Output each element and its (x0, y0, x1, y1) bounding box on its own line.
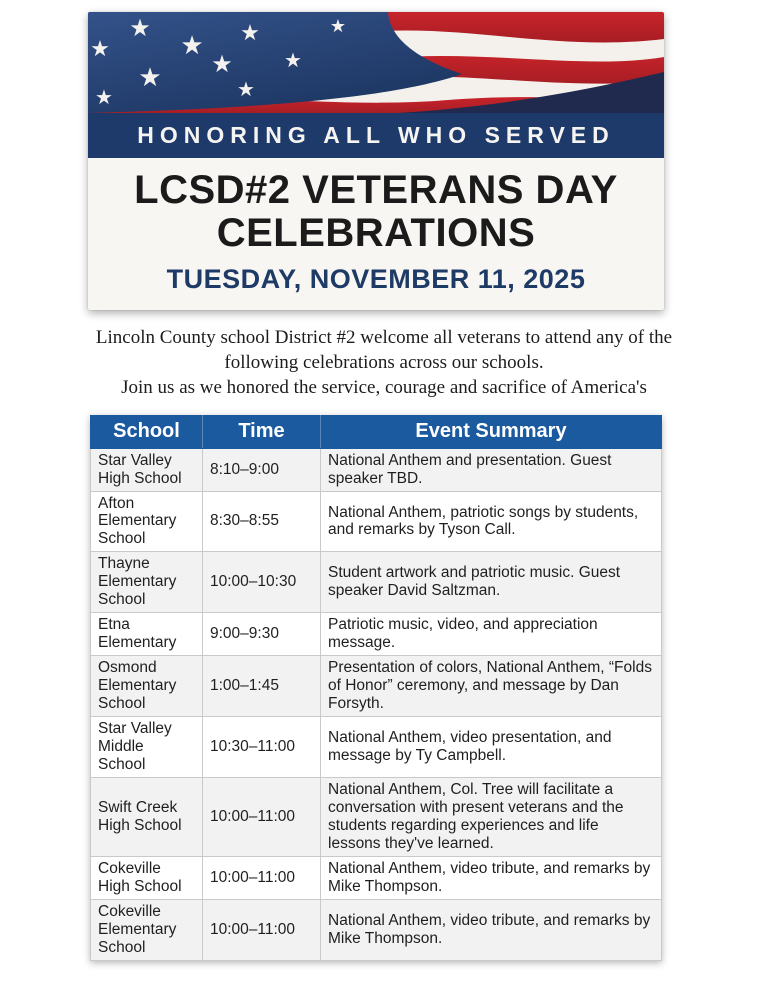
school-cell: Thayne Elementary School (91, 552, 203, 613)
summary-cell: National Anthem, Col. Tree will facilitate a conversation with present veterans and the students regarding experiences and life lessons they've learned. (321, 778, 662, 857)
flyer-header-card (88, 12, 664, 310)
summary-cell: Student artwork and patriotic music. Guest speaker David Saltzman. (321, 552, 662, 613)
time-cell: 10:00–11:00 (203, 899, 321, 960)
event-table (90, 415, 662, 960)
flyer-title-line-1: LCSD#2 VETERANS DAY (134, 168, 618, 212)
svg-text:★: ★ (237, 77, 255, 101)
school-cell: Cokeville Elementary School (91, 899, 203, 960)
summary-cell: National Anthem, video tribute, and remarks by Mike Thompson. (321, 899, 662, 960)
time-cell: 9:00–9:30 (203, 613, 321, 656)
event-table-head (91, 416, 662, 448)
svg-text:★: ★ (329, 16, 347, 37)
time-cell: 8:10–9:00 (203, 448, 321, 491)
event-table-wrap (90, 415, 662, 960)
table-row (91, 856, 662, 899)
svg-text:★: ★ (284, 48, 302, 72)
column-header-school: School (91, 416, 203, 448)
page (0, 12, 768, 994)
school-cell: Afton Elementary School (91, 491, 203, 552)
svg-text:★: ★ (211, 50, 233, 78)
school-cell: Star Valley High School (91, 448, 203, 491)
svg-text:★: ★ (180, 31, 204, 61)
time-cell: 10:00–10:30 (203, 552, 321, 613)
table-row (91, 717, 662, 778)
school-cell: Star Valley Middle School (91, 717, 203, 778)
flag-graphic (88, 12, 664, 113)
table-row (91, 656, 662, 717)
school-cell: Cokeville High School (91, 856, 203, 899)
summary-cell: Patriotic music, video, and appreciation message. (321, 613, 662, 656)
table-row (91, 899, 662, 960)
summary-cell: National Anthem and presentation. Guest speaker TBD. (321, 448, 662, 491)
column-header-time: Time (203, 416, 321, 448)
table-row (91, 552, 662, 613)
event-table-body (91, 448, 662, 960)
time-cell: 10:00–11:00 (203, 778, 321, 857)
table-row (91, 778, 662, 857)
intro-line-2: Join us as we honored the service, courage and sacrifice of America's (121, 377, 647, 399)
flyer-date: TUESDAY, NOVEMBER 11, 2025 (166, 263, 586, 294)
intro-text (78, 325, 690, 401)
table-row (91, 491, 662, 552)
time-cell: 8:30–8:55 (203, 491, 321, 552)
column-header-event-summary: Event Summary (321, 416, 662, 448)
school-cell: Swift Creek High School (91, 778, 203, 857)
time-cell: 10:00–11:00 (203, 856, 321, 899)
svg-text:★: ★ (95, 85, 113, 109)
time-cell: 10:30–11:00 (203, 717, 321, 778)
svg-text:★: ★ (90, 37, 110, 62)
header-row (91, 416, 662, 448)
banner-text: HONORING ALL WHO SERVED (137, 122, 615, 148)
school-cell: Osmond Elementary School (91, 656, 203, 717)
us-flag-image (88, 12, 664, 113)
svg-text:★: ★ (138, 63, 162, 93)
intro-line-1: Lincoln County school District #2 welcome all veterans to attend any of the following celebrations across our schools. (95, 326, 673, 373)
svg-text:★: ★ (240, 21, 260, 46)
summary-cell: National Anthem, video tribute, and remarks by Mike Thompson. (321, 856, 662, 899)
table-row (91, 448, 662, 491)
banner (88, 113, 664, 158)
summary-cell: Presentation of colors, National Anthem, “Folds of Honor” ceremony, and message by Dan Forsyth. (321, 656, 662, 717)
title-block (88, 158, 664, 310)
school-cell: Etna Elementary (91, 613, 203, 656)
svg-text:★: ★ (129, 14, 151, 42)
flyer-title-line-2: CELEBRATIONS (216, 210, 536, 255)
summary-cell: National Anthem, video presentation, and message by Ty Campbell. (321, 717, 662, 778)
summary-cell: National Anthem, patriotic songs by students, and remarks by Tyson Call. (321, 491, 662, 552)
time-cell: 1:00–1:45 (203, 656, 321, 717)
table-row (91, 613, 662, 656)
